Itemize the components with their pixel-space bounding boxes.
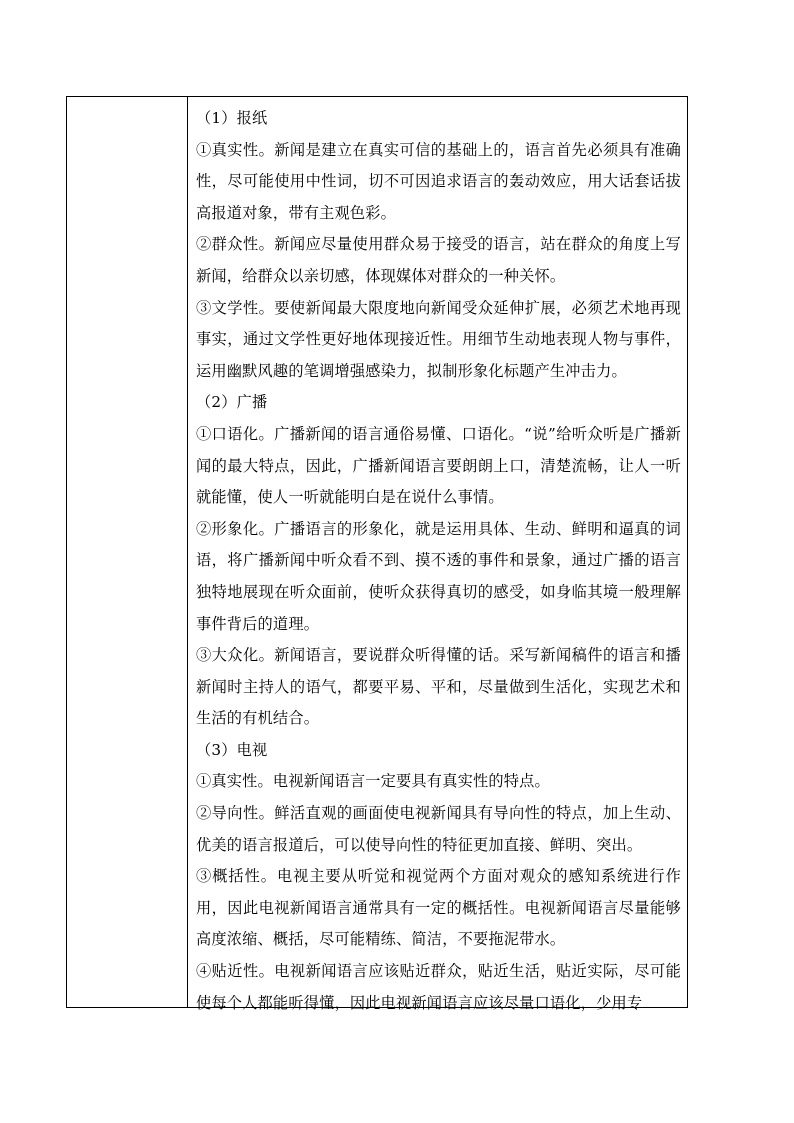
paragraph-radio-popular: ③大众化。新闻语言，要说群众听得懂的话。采写新闻稿件的语言和播新闻时主持人的语气，都要平易、平和，尽量做到生活化，实现艺术和生活的有机结合。: [196, 646, 681, 728]
section-heading-newspaper: （1）报纸: [196, 109, 268, 127]
section-heading-tv: （3）电视: [196, 740, 268, 759]
paragraph-radio-imagery: ②形象化。广播语言的形象化，就是运用具体、生动、鲜明和逼真的词语，将广播新闻中听众看不到、摸不透的事件和景象，通过广播的语言独特地展现在听众面前，使听众获得真切的感受，如身临其境一般理解事件背后的道理。: [196, 519, 681, 633]
paragraph-newspaper-mass: ②群众性。新闻应尽量使用群众易于接受的语言，站在群众的角度上写新闻，给群众以亲切感，体现媒体对群众的一种关怀。: [196, 235, 681, 285]
paragraph-tv-authenticity: ①真实性。电视新闻语言一定要具有真实性的特点。: [196, 772, 550, 791]
paragraph-tv-closeness: ④贴近性。电视新闻语言应该贴近群众，贴近生活，贴近实际，尽可能使每个人都能听得懂，因此电视新闻语言应该尽量口语化，少用专: [196, 962, 681, 1012]
paragraph-newspaper-literary: ③文学性。要使新闻最大限度地向新闻受众延伸扩展，必须艺术地再现事实，通过文学性更好地体现接近性。用细节生动地表现人物与事件，运用幽默风趣的笔调增强感染力，拟制形象化标题产生冲击力。: [196, 298, 681, 380]
paragraph-tv-guidance: ②导向性。鲜活直观的画面使电视新闻具有导向性的特点，加上生动、优美的语言报道后，可以使导向性的特征更加直接、鲜明、突出。: [196, 804, 681, 854]
section-heading-radio: （2）广播: [196, 393, 268, 412]
content-table: [66, 96, 688, 1012]
table-right-cell: [188, 97, 687, 1012]
paragraph-tv-summarization: ③概括性。电视主要从听觉和视觉两个方面对观众的感知系统进行作用，因此电视新闻语言通常具有一定的概括性。电视新闻语言尽量能够高度浓缩、概括，尽可能精练、简洁，不要拖泥带水。: [196, 867, 681, 949]
table-left-cell: [67, 97, 188, 1007]
paragraph-radio-colloquial: ①口语化。广播新闻的语言通俗易懂、口语化。“说”给听众听是广播新闻的最大特点，因此，广播新闻语言要朗朗上口，清楚流畅，让人一听就能懂，使人一听就能明白是在说什么事情。: [196, 424, 681, 507]
paragraph-newspaper-authenticity: ①真实性。新闻是建立在真实可信的基础上的，语言首先必须具有准确性，尽可能使用中性词，切不可因追求语言的轰动效应，用大话套话拔高报道对象，带有主观色彩。: [196, 140, 681, 222]
